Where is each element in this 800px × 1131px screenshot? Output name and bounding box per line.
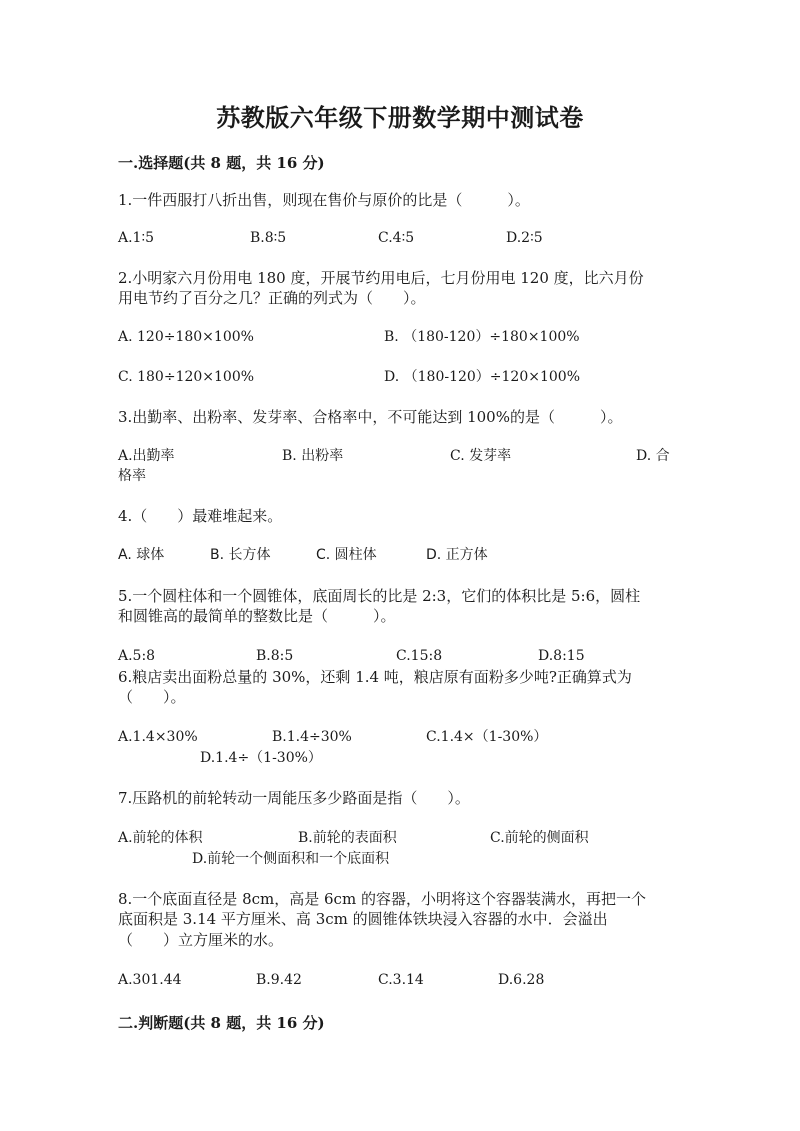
question-2-option-c: C. 180÷120×100% bbox=[118, 369, 255, 385]
question-5-option-b: B.8:5 bbox=[256, 648, 294, 664]
question-7-stem: 7.压路机的前轮转动一周能压多少路面是指（ ）。 bbox=[118, 789, 470, 807]
section-heading-judgment: 二.判断题(共 8 题，共 16 分) bbox=[118, 1014, 325, 1032]
question-8-option-d: D.6.28 bbox=[498, 972, 545, 988]
question-1-stem: 1.一件西服打八折出售，则现在售价与原价的比是（ ）。 bbox=[118, 191, 530, 209]
question-7-option-b: B.前轮的表面积 bbox=[298, 830, 397, 846]
section-heading-choice: 一.选择题(共 8 题，共 16 分) bbox=[118, 154, 325, 172]
question-1-option-d: D.2∶5 bbox=[506, 230, 543, 246]
question-4-option-a: A. 球体 bbox=[118, 547, 165, 563]
question-4-stem: 4.（ ）最难堆起来。 bbox=[118, 507, 283, 525]
question-8-stem-line-1: 8.一个底面直径是 8cm，高是 6cm 的容器，小明将这个容器装满水，再把一个 bbox=[118, 890, 646, 908]
question-5-option-a: A.5:8 bbox=[118, 648, 156, 664]
page-title: 苏教版六年级下册数学期中测试卷 bbox=[216, 103, 584, 132]
question-4-option-b: B. 长方体 bbox=[210, 547, 271, 563]
question-4-option-c: C. 圆柱体 bbox=[316, 547, 377, 563]
question-2-stem-line-2: 用电节约了百分之几？正确的列式为（ ）。 bbox=[118, 289, 426, 307]
question-2-option-b: B. （180-120）÷180×100% bbox=[384, 329, 580, 345]
question-8-option-a: A.301.44 bbox=[118, 972, 182, 988]
question-6-stem-line-2: （ ）。 bbox=[118, 688, 186, 706]
question-6-option-a: A.1.4×30% bbox=[118, 729, 198, 745]
question-4-option-d: D. 正方体 bbox=[426, 547, 488, 563]
question-6-option-d: D.1.4÷（1-30%） bbox=[200, 750, 322, 766]
question-8-option-b: B.9.42 bbox=[256, 972, 302, 988]
question-2-option-d: D. （180-120）÷120×100% bbox=[384, 369, 581, 385]
question-1-option-b: B.8∶5 bbox=[250, 230, 287, 246]
question-5-stem-line-1: 5.一个圆柱体和一个圆锥体，底面周长的比是 2:3，它们的体积比是 5:6，圆柱 bbox=[118, 587, 641, 605]
question-8-stem-line-3: （ ）立方厘米的水。 bbox=[118, 931, 284, 949]
question-8-stem-line-2: 底面积是 3.14 平方厘米、高 3cm 的圆锥体铁块浸入容器的水中．会溢出 bbox=[118, 910, 608, 928]
question-6-option-c: C.1.4×（1-30%） bbox=[426, 729, 548, 745]
question-3-option-a: A.出勤率 bbox=[118, 448, 175, 464]
question-5-option-c: C.15:8 bbox=[396, 648, 443, 664]
question-6-option-b: B.1.4÷30% bbox=[272, 729, 352, 745]
question-7-option-c: C.前轮的侧面积 bbox=[490, 830, 589, 846]
question-2-stem-line-1: 2.小明家六月份用电 180 度，开展节约用电后，七月份用电 120 度，比六月份 bbox=[118, 269, 644, 287]
question-3-stem: 3.出勤率、出粉率、发芽率、合格率中，不可能达到 100%的是（ ）。 bbox=[118, 408, 623, 426]
question-5-option-d: D.8:15 bbox=[538, 648, 585, 664]
question-3-option-c: C. 发芽率 bbox=[450, 448, 512, 464]
question-7-option-a: A.前轮的体积 bbox=[118, 830, 203, 846]
question-7-option-d: D.前轮一个侧面积和一个底面积 bbox=[192, 851, 390, 867]
question-1-option-a: A.1∶5 bbox=[118, 230, 155, 246]
question-3-option-b: B. 出粉率 bbox=[282, 448, 344, 464]
question-3-option-d: D. 合 bbox=[636, 448, 670, 464]
question-8-option-c: C.3.14 bbox=[378, 972, 424, 988]
question-2-option-a: A. 120÷180×100% bbox=[118, 329, 254, 345]
question-6-stem-line-1: 6.粮店卖出面粉总量的 30%，还剩 1.4 吨，粮店原有面粉多少吨?正确算式为 bbox=[118, 668, 632, 686]
question-1-option-c: C.4∶5 bbox=[378, 230, 415, 246]
question-3-option-d-wrap: 格率 bbox=[118, 468, 146, 484]
question-5-stem-line-2: 和圆锥高的最简单的整数比是（ ）。 bbox=[118, 607, 396, 625]
